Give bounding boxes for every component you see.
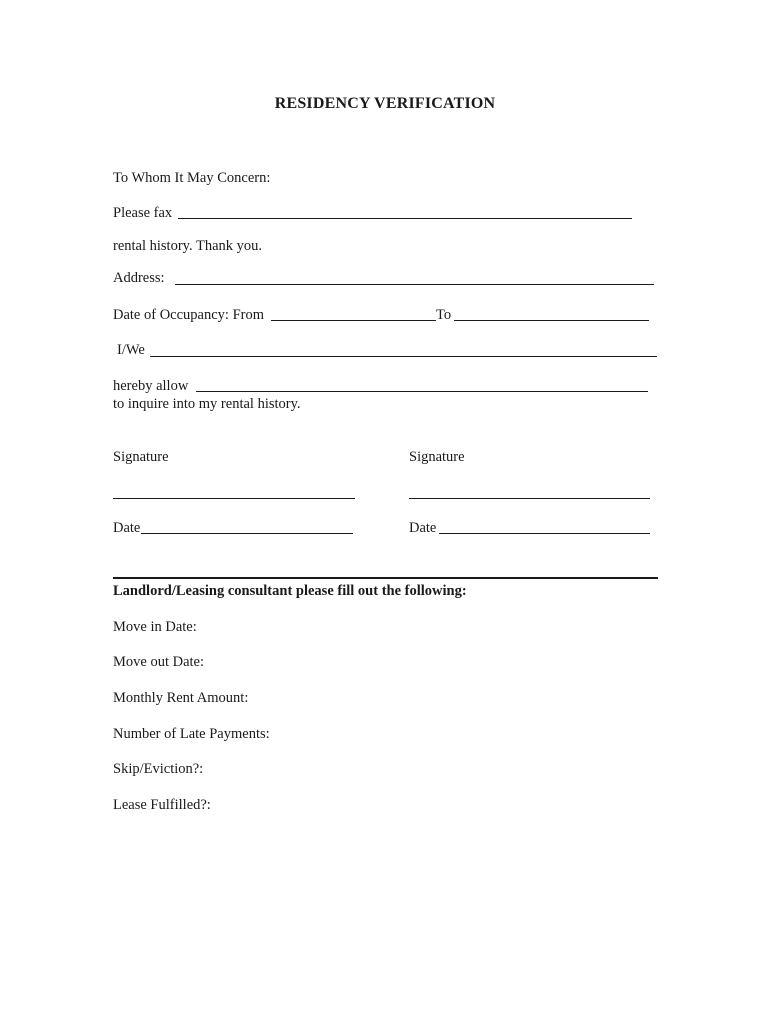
date-left-label: Date bbox=[113, 520, 141, 536]
iwe-name-field[interactable] bbox=[150, 356, 657, 357]
address-field[interactable] bbox=[175, 284, 654, 285]
fax-followup-text: rental history. Thank you. bbox=[113, 238, 263, 254]
fax-label: Please fax bbox=[113, 205, 173, 221]
signature-left-field[interactable] bbox=[113, 498, 355, 499]
fax-number-field[interactable] bbox=[178, 218, 632, 219]
occupancy-to-field[interactable] bbox=[454, 320, 649, 321]
signature-right-label: Signature bbox=[409, 449, 465, 465]
signature-left-label: Signature bbox=[113, 449, 169, 465]
allow-party-field[interactable] bbox=[196, 391, 648, 392]
landlord-heading: Landlord/Leasing consultant please fill out the following: bbox=[113, 583, 467, 599]
allow-label: hereby allow bbox=[113, 378, 189, 394]
date-right-label: Date bbox=[409, 520, 437, 536]
allow-followup-text: to inquire into my rental history. bbox=[113, 396, 301, 412]
lease-fulfilled-label: Lease Fulfilled?: bbox=[113, 797, 211, 813]
occupancy-from-field[interactable] bbox=[271, 320, 436, 321]
move-out-date-label: Move out Date: bbox=[113, 654, 205, 670]
move-in-date-label: Move in Date: bbox=[113, 619, 197, 635]
salutation-text: To Whom It May Concern: bbox=[113, 170, 271, 186]
monthly-rent-label: Monthly Rent Amount: bbox=[113, 690, 249, 706]
page-title: RESIDENCY VERIFICATION bbox=[274, 95, 496, 112]
occupancy-from-label: Date of Occupancy: From bbox=[113, 307, 264, 323]
occupancy-to-label: To bbox=[436, 307, 452, 323]
skip-eviction-label: Skip/Eviction?: bbox=[113, 761, 204, 777]
signature-right-field[interactable] bbox=[409, 498, 650, 499]
section-divider bbox=[113, 577, 658, 579]
date-left-field[interactable] bbox=[141, 533, 353, 534]
address-label: Address: bbox=[113, 270, 165, 286]
date-right-field[interactable] bbox=[439, 533, 650, 534]
iwe-label: I/We bbox=[117, 342, 145, 358]
late-payments-label: Number of Late Payments: bbox=[113, 726, 270, 742]
